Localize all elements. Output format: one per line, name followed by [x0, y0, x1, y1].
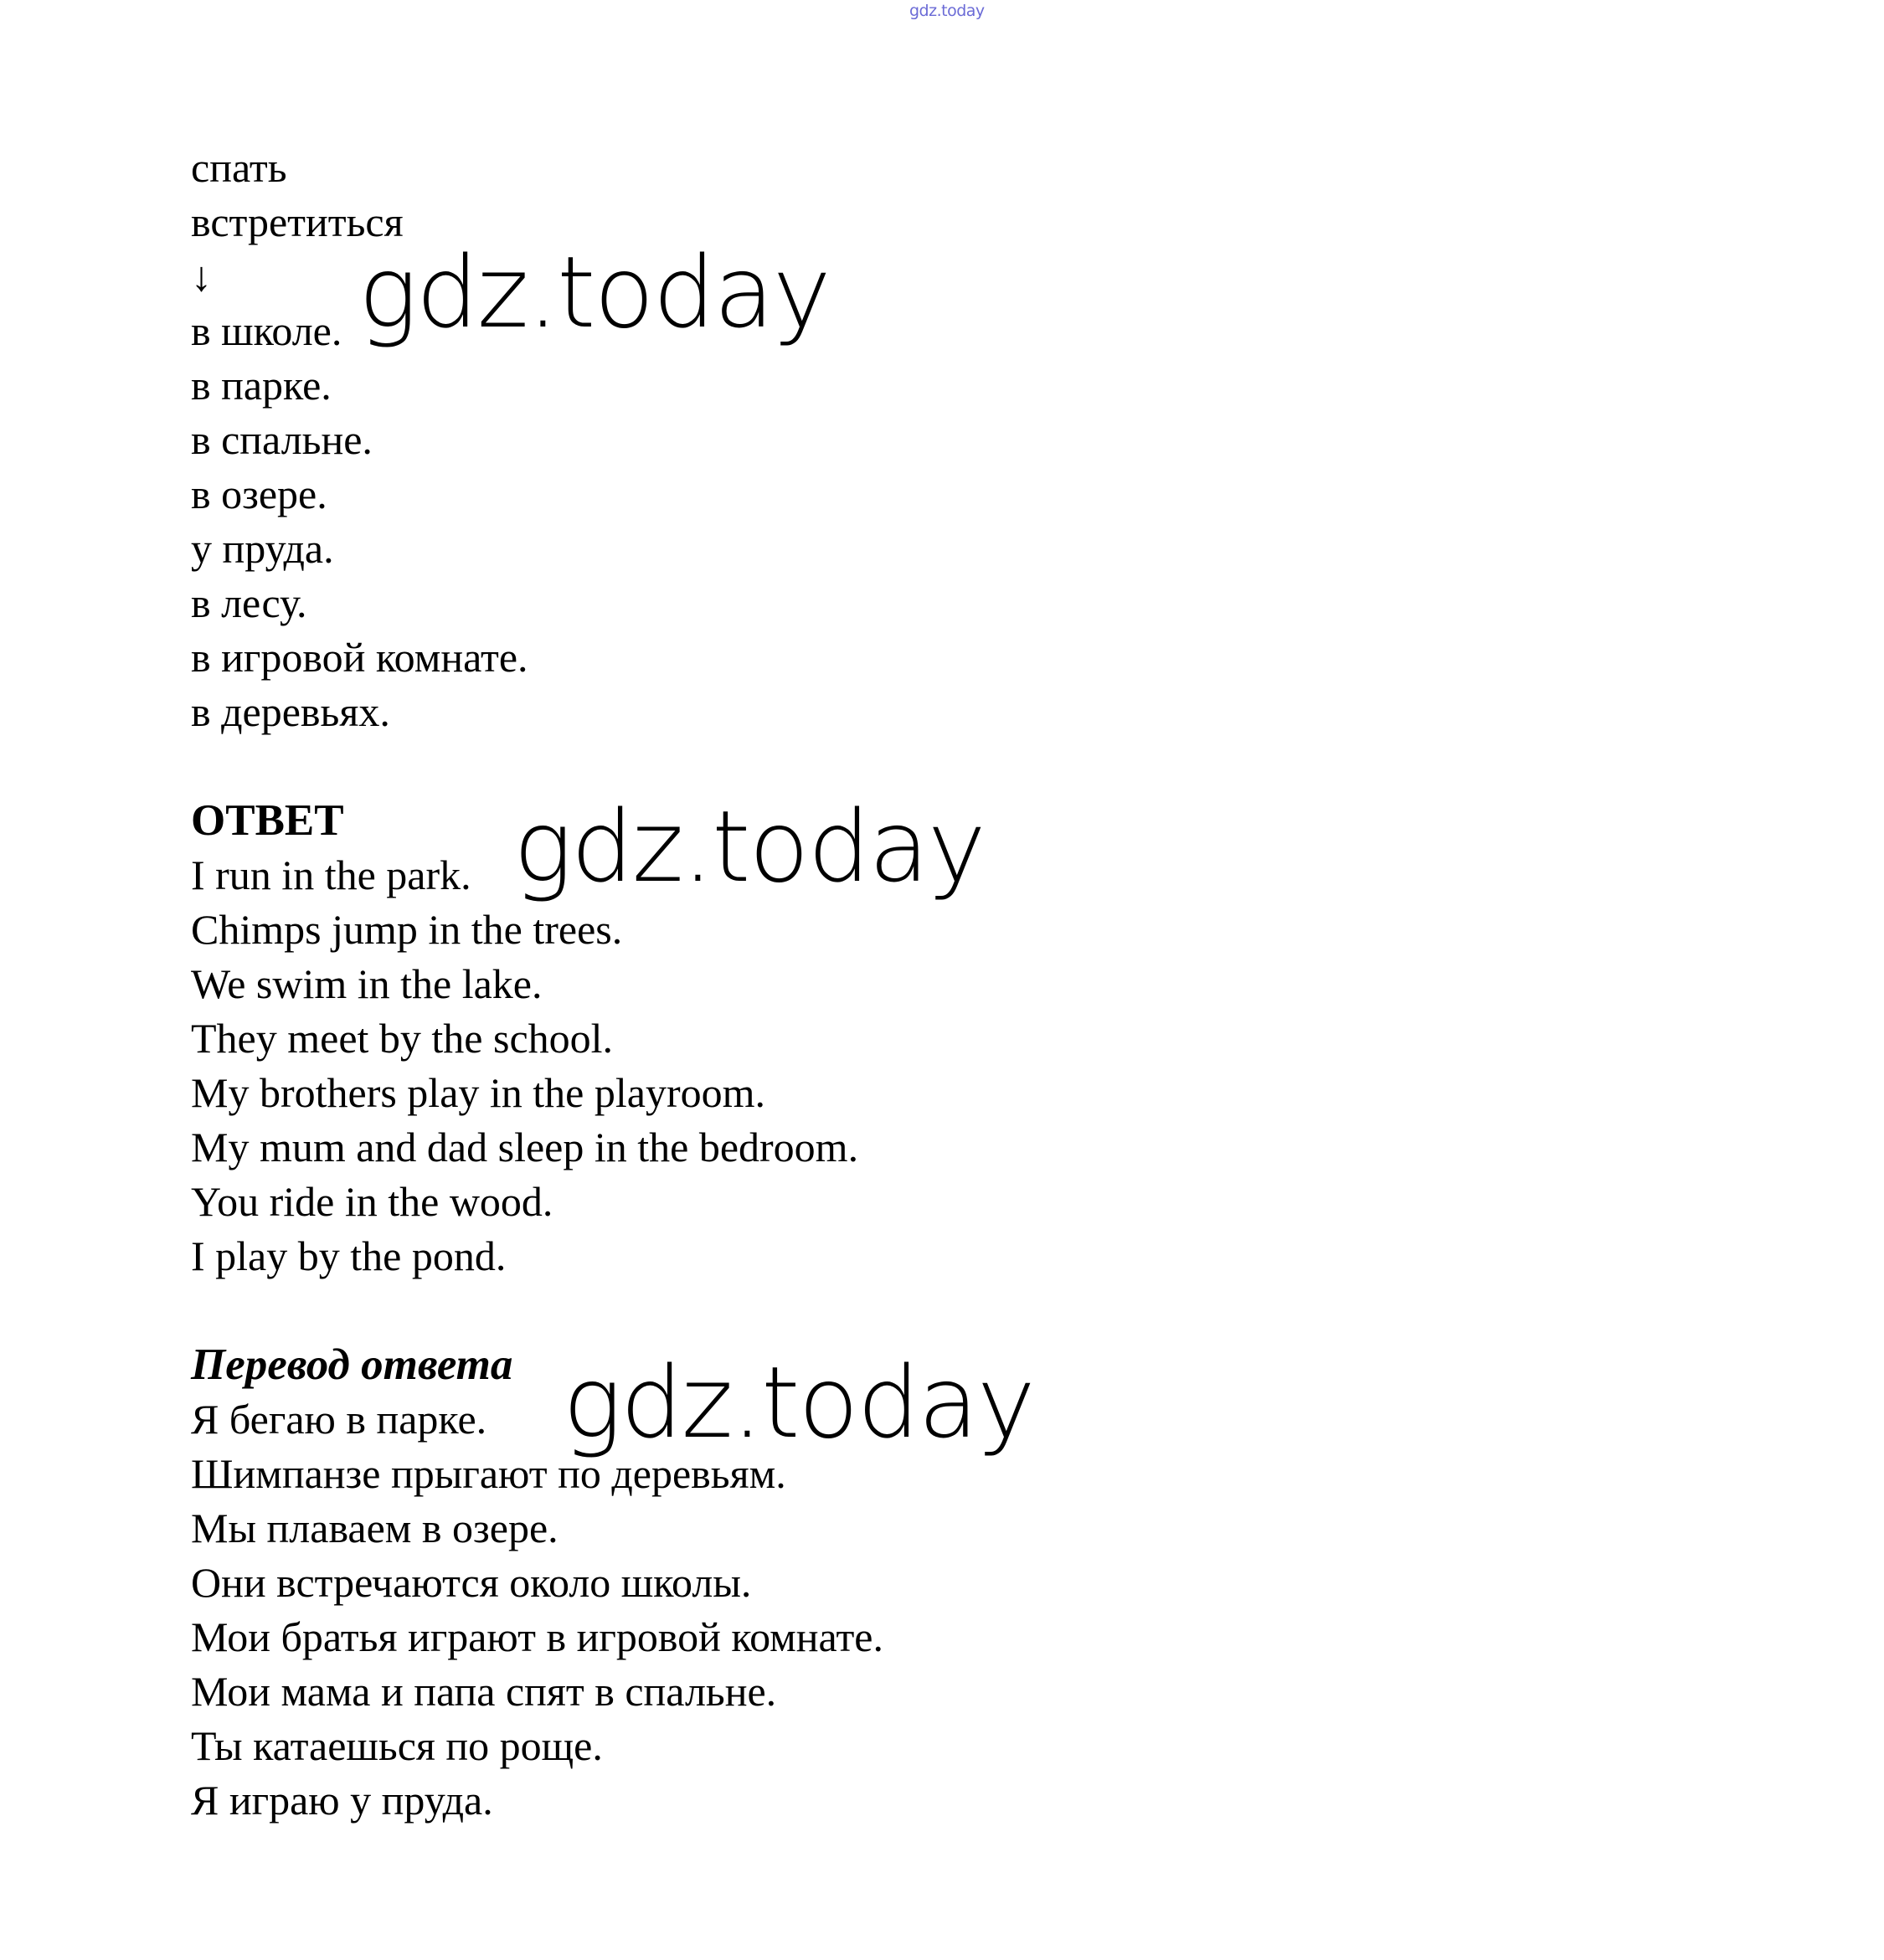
translation-line: Мы плаваем в озере.	[191, 1505, 559, 1551]
translation-line: Я бегаю в парке.	[191, 1396, 487, 1443]
translation-line: Я играю у пруда.	[191, 1777, 493, 1824]
answer-line: I run in the park.	[191, 851, 471, 898]
translation-line: Они встречаются около школы.	[191, 1559, 752, 1606]
word-line: в лесу.	[191, 579, 307, 626]
watermark: gdz.today	[358, 234, 830, 350]
word-line: в озере.	[191, 471, 327, 517]
word-line: в школе.	[191, 307, 342, 354]
word-line: в парке.	[191, 362, 332, 409]
top-watermark: gdz.today	[909, 2, 985, 20]
translation-line: Ты катаешься по роще.	[191, 1722, 603, 1769]
answer-line: I play by the pond.	[191, 1232, 507, 1279]
answer-line: You ride in the wood.	[191, 1178, 553, 1225]
answer-line: We swim in the lake.	[191, 960, 543, 1007]
word-line: в игровой комнате.	[191, 634, 528, 681]
russian-word-list	[191, 141, 528, 739]
translation-heading: Перевод ответа	[191, 1340, 513, 1389]
translation-line: Мои братья играют в игровой комнате.	[191, 1613, 884, 1660]
arrow-line: ↓	[191, 253, 212, 300]
answer-line: My brothers play in the playroom.	[191, 1069, 765, 1116]
answer-line: My mum and dad sleep in the bedroom.	[191, 1124, 859, 1170]
word-line: в спальне.	[191, 416, 373, 463]
answer-heading: ОТВЕТ	[191, 796, 344, 845]
answer-line: Chimps jump in the trees.	[191, 906, 623, 953]
translation-line: Шимпанзе прыгают по деревьям.	[191, 1450, 786, 1497]
watermark: gdz.today	[513, 789, 985, 904]
answer-line: They meet by the school.	[191, 1015, 614, 1062]
word-line: спать	[191, 144, 287, 191]
word-line: в деревьях.	[191, 688, 390, 735]
word-line: у пруда.	[191, 525, 334, 572]
translation-line: Мои мама и папа спят в спальне.	[191, 1668, 777, 1715]
word-line: встретиться	[191, 198, 404, 245]
watermark: gdz.today	[563, 1345, 1034, 1460]
